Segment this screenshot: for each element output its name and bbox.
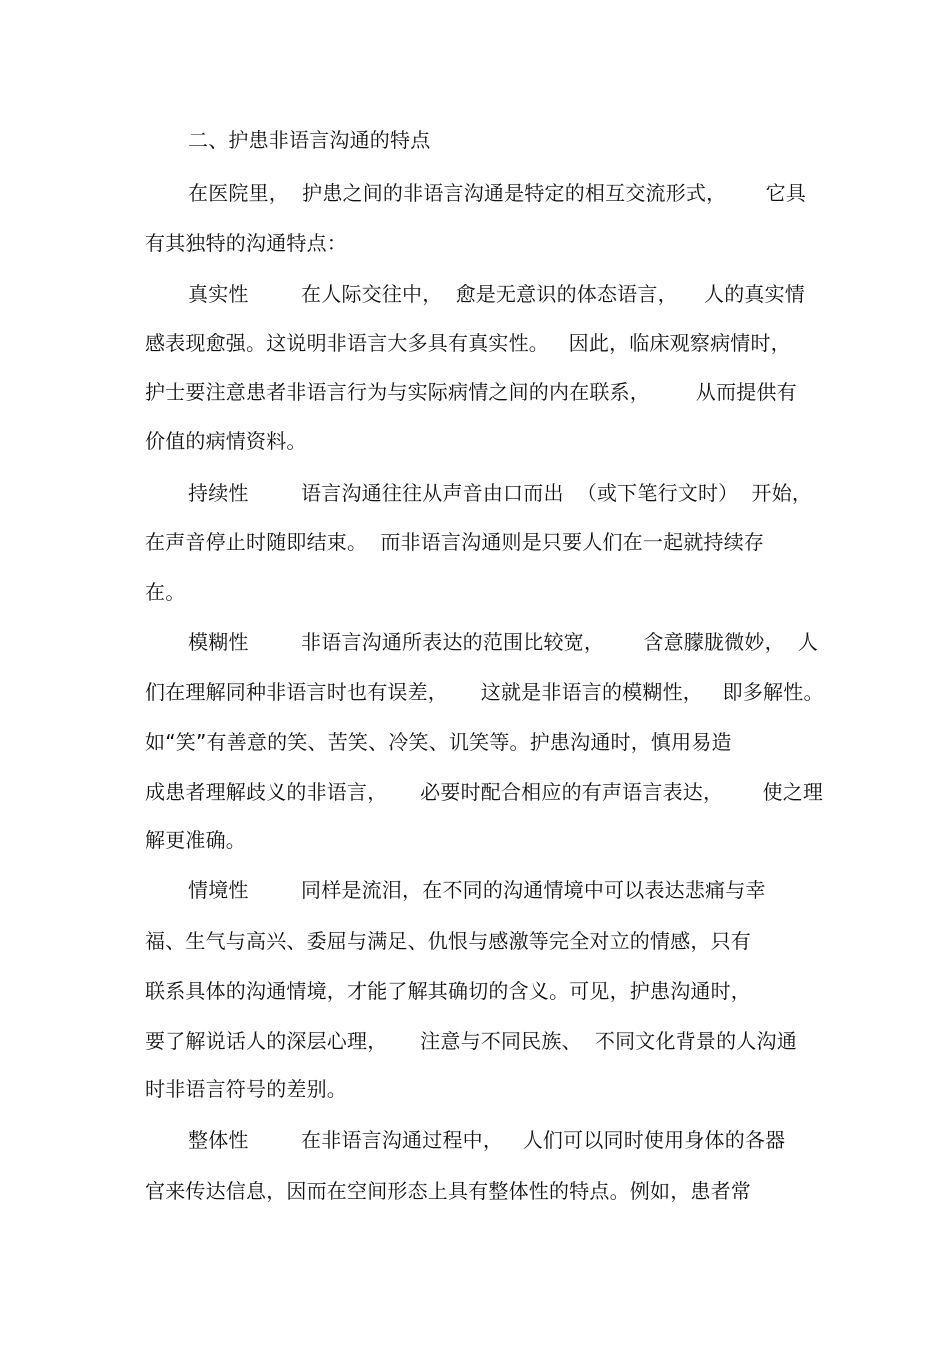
paragraph-line: 情境性 同样是流泪，在不同的沟通情境中可以表达悲痛与幸 — [188, 878, 766, 902]
paragraph-line: 如“笑”有善意的笑、苦笑、冷笑、讥笑等。护患沟通时，慎用易造 — [145, 730, 732, 754]
paragraph-line: 在声音停止时随即结束。 而非语言沟通则是只要人们在一起就持续存 — [145, 530, 765, 554]
section-heading: 二、护患非语言沟通的特点 — [188, 128, 431, 152]
paragraph-line: 整体性 在非语言沟通过程中， 人们可以同时使用身体的各器 — [188, 1128, 786, 1152]
paragraph-line: 护士要注意患者非语言行为与实际病情之间的内在联系， 从而提供有 — [145, 380, 797, 404]
paragraph-line: 持续性 语言沟通往往从声音由口而出 （或下笔行文时） 开始， — [188, 481, 813, 505]
paragraph-line: 在医院里， 护患之间的非语言沟通是特定的相互交流形式， 它具 — [188, 181, 807, 205]
paragraph-line: 模糊性 非语言沟通所表达的范围比较宽， 含意朦胧微妙， 人 — [188, 630, 819, 654]
paragraph-line: 要了解说话人的深层心理， 注意与不同民族、 不同文化背景的人沟通 — [145, 1029, 797, 1053]
paragraph-line: 福、生气与高兴、委屈与满足、仇恨与感激等完全对立的情感，只有 — [145, 929, 751, 953]
paragraph-line: 联系具体的沟通情境，才能了解其确切的含义。可见，护患沟通时， — [145, 979, 751, 1003]
paragraph-line: 成患者理解歧义的非语言， 必要时配合相应的有声语言表达， 使之理 — [145, 780, 824, 804]
paragraph-line: 们在理解同种非语言时也有误差， 这就是非语言的模糊性， 即多解性。 — [145, 680, 824, 704]
paragraph-line: 感表现愈强。这说明非语言大多具有真实性。 因此，临床观察病情时， — [145, 331, 791, 355]
paragraph-line: 官来传达信息，因而在空间形态上具有整体性的特点。例如，患者常 — [145, 1179, 751, 1203]
paragraph-line: 在。 — [145, 580, 186, 604]
paragraph-line: 有其独特的沟通特点： — [145, 231, 347, 255]
paragraph-line: 真实性 在人际交往中， 愈是无意识的体态语言， 人的真实情 — [188, 282, 806, 306]
paragraph-line: 解更准确。 — [145, 828, 246, 852]
paragraph-line: 时非语言符号的差别。 — [145, 1077, 347, 1101]
paragraph-line: 价值的病情资料。 — [145, 429, 307, 453]
